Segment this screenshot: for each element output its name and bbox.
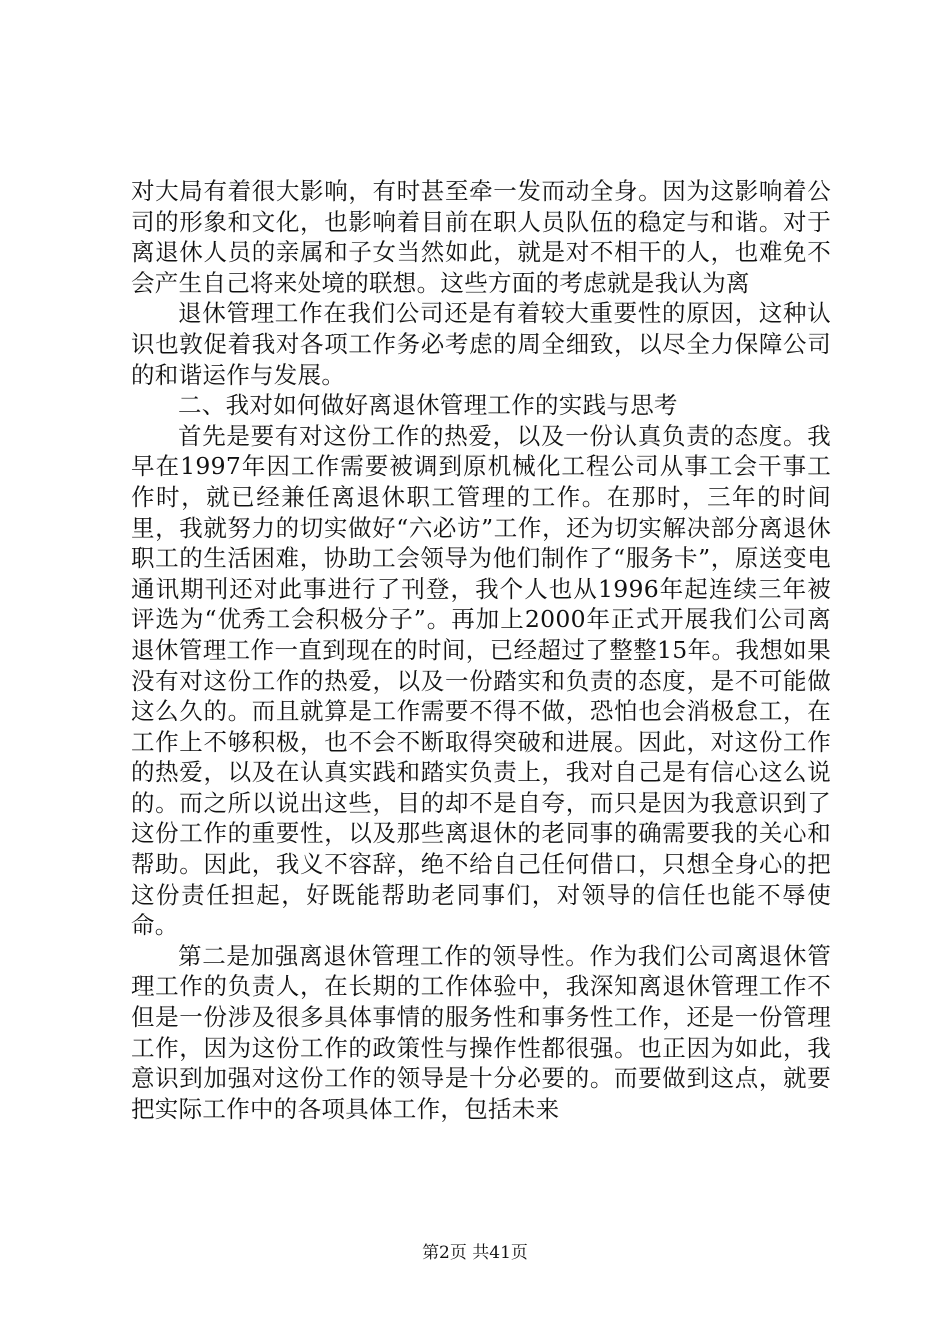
paragraph-3: 首先是要有对这份工作的热爱，以及一份认真负责的态度。我早在1997年因工作需要被调到原机械化工程公司从事工会干事工作时，就已经兼任离退休职工管理的工作。在那时，三年的时间里，我就努力的切实做好“六必访”工作，还为切实解决部分离退休职工的生活困难，协助工会领导为他们制作了“服务卡”，原送变电通讯期刊还对此事进行了刊登，我个人也从1996年起连续三年被评选为“优秀工会积极分子”。再加上2000年正式开展我们公司离退休管理工作一直到现在的时间，已经超过了整整15年。我想如果没有对这份工作的热爱，以及一份踏实和负责的态度，是不可能做这么久的。而且就算是工作需要不得不做，恐怕也会消极怠工，在工作上不够积极，也不会不断取得突破和进展。因此，对这份工作的热爱，以及在认真实践和踏实负责上，我对自己是有信心这么说的。而之所以说出这些，目的却不是自夸，而只是因为我意识到了这份工作的重要性，以及那些离退休的老同事的确需要我的关心和帮助。因此，我义不容辞，绝不给自己任何借口，只想全身心的把这份责任担起，好既能帮助老同事们，对领导的信任也能不辱使命。 [131, 421, 831, 940]
paragraph-1: 对大局有着很大影响，有时甚至牵一发而动全身。因为这影响着公司的形象和文化，也影响着目前在职人员队伍的稳定与和谐。对于离退休人员的亲属和子女当然如此，就是对不相干的人，也难免不会产生自己将来处境的联想。这些方面的考虑就是我认为离 [131, 177, 831, 297]
paragraph-2: 退休管理工作在我们公司还是有着较大重要性的原因，这种认识也敦促着我对各项工作务必考虑的周全细致，以尽全力保障公司的和谐运作与发展。 [131, 299, 831, 389]
paragraph-4: 第二是加强离退休管理工作的领导性。作为我们公司离退休管理工作的负责人，在长期的工作体验中，我深知离退休管理工作不但是一份涉及很多具体事情的服务性和事务性工作，还是一份管理工作，因为这份工作的政策性与操作性都很强。也正因为如此，我意识到加强对这份工作的领导是十分必要的。而要做到这点，就要把实际工作中的各项具体工作，包括未来 [131, 941, 831, 1123]
document-body [131, 176, 831, 1124]
section-heading: 二、我对如何做好离退休管理工作的实践与思考 [178, 391, 678, 420]
page-footer: 第2页 共41页 [422, 1243, 528, 1263]
